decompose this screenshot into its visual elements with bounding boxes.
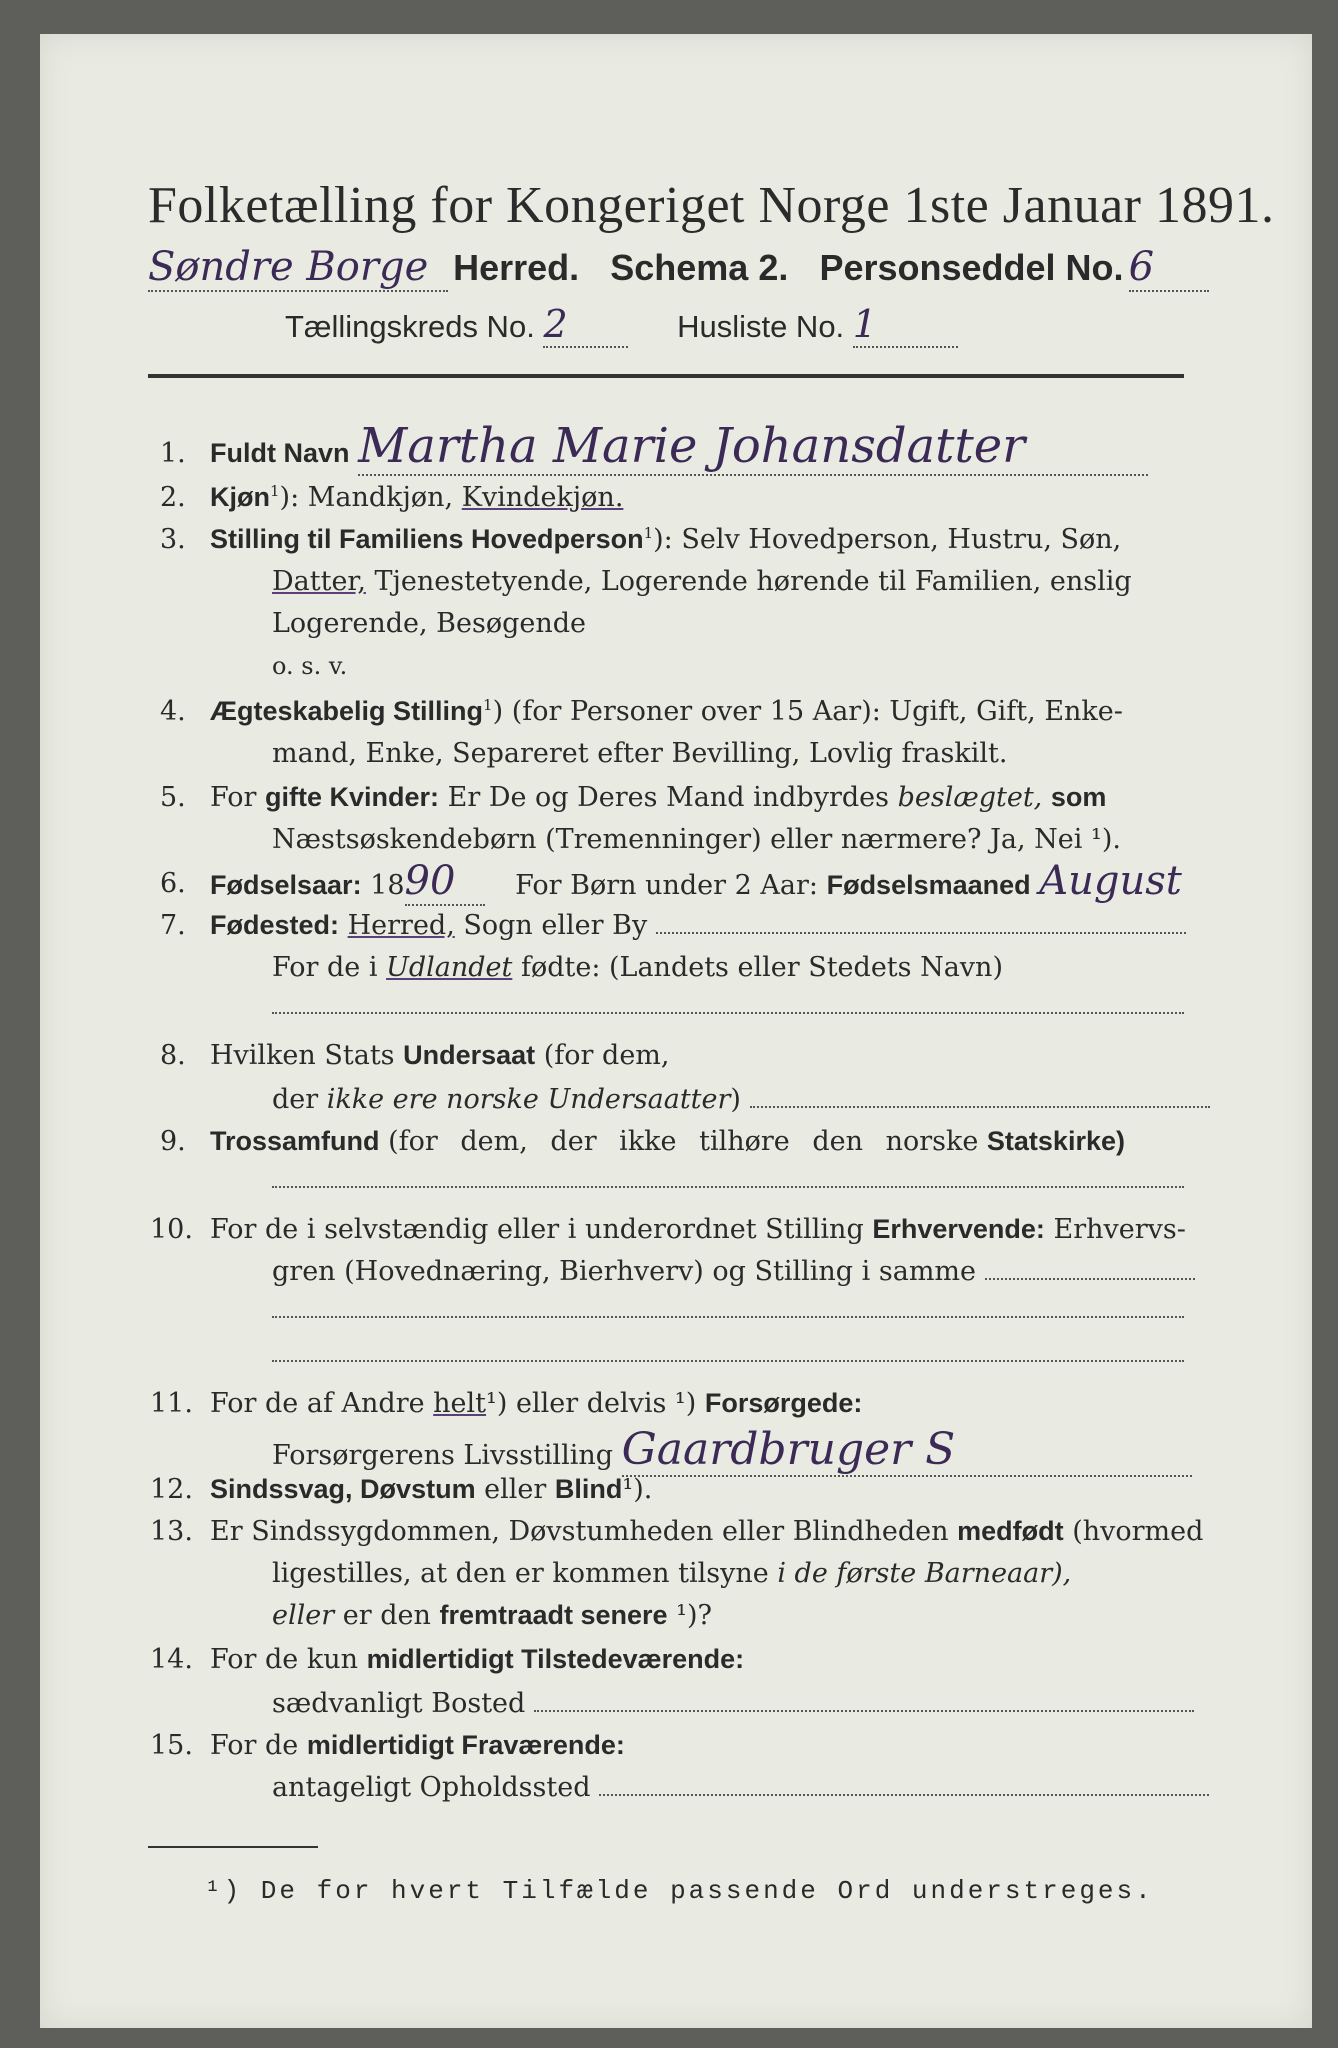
item-12 [210, 1474, 652, 1505]
item-number: 1. [160, 438, 186, 469]
item-text: der [272, 1084, 319, 1115]
answer-line [656, 932, 1186, 934]
herred-name-handwritten: Søndre Borge [148, 244, 448, 292]
item-number: 2. [160, 482, 186, 513]
item-8-line2 [272, 1084, 1210, 1115]
item-label: Fødselsmaaned [826, 870, 1031, 900]
item-text: o. s. v. [272, 652, 348, 680]
item-label: midlertidigt Fraværende: [306, 1730, 625, 1760]
answer-line [272, 1186, 1184, 1188]
herred-line [148, 244, 1209, 292]
item-15-line1 [210, 1730, 625, 1761]
item-text: eller [484, 1474, 547, 1505]
item-number: 11. [150, 1388, 193, 1419]
item-number: 12. [150, 1474, 193, 1505]
item-10-line1 [210, 1214, 1186, 1245]
footnote-mark: 1 [643, 524, 654, 542]
item-text: eller [272, 1600, 335, 1631]
husliste-label: Husliste No. [677, 309, 845, 344]
item-5-line1 [210, 782, 1106, 813]
item-text: i de første Barneaar), [777, 1558, 1072, 1589]
item-text: ) (for Personer over 15 Aar): Ugift, Gift, Enke- [492, 696, 1123, 727]
item-number: 14. [150, 1644, 193, 1675]
item-text: Tjenestetyende, Logerende hørende til Familien, enslig [374, 566, 1132, 597]
schema-label: Schema 2. [610, 247, 789, 288]
husliste-number: 1 [853, 302, 958, 348]
item-label: Ægteskabelig Stilling [210, 696, 484, 726]
item-1 [210, 418, 1148, 476]
item-text: For Børn under 2 Aar: [515, 870, 818, 901]
item-15-line2 [272, 1772, 1209, 1803]
item-label: Blind [554, 1474, 623, 1504]
item-text: ¹). [622, 1474, 653, 1505]
header-rule [148, 374, 1184, 378]
item-number: 4. [160, 696, 186, 727]
birth-year-handwritten: 90 [405, 858, 485, 906]
item-text: For de i selvstændig eller i underordnet Stilling [210, 1214, 864, 1245]
item-text: ) [730, 1084, 741, 1115]
footnote-mark: 1 [270, 482, 280, 500]
item-label: Forsørgede: [704, 1388, 863, 1418]
personseddel-number: 6 [1129, 244, 1209, 292]
item-text: Er Sindssygdommen, Døvstumheden eller Blindheden [210, 1516, 949, 1547]
item-11-line2 [272, 1424, 1192, 1477]
footnote-mark: 1 [483, 696, 493, 714]
answer-line [534, 1710, 1194, 1712]
kreds-number: 2 [543, 302, 628, 348]
item-label: Kjøn [210, 482, 270, 512]
kreds-line [285, 302, 958, 348]
item-number: 8. [160, 1040, 186, 1071]
item-text: sædvanligt Bosted [272, 1688, 526, 1719]
item-number: 3. [160, 524, 186, 555]
answer-line [750, 1106, 1210, 1108]
item-13-line2 [272, 1558, 1071, 1589]
item-text: Hvilken Stats [210, 1040, 395, 1071]
item-label: medfødt [957, 1516, 1064, 1546]
item-label: Fødested: [210, 910, 340, 940]
item-number: 15. [150, 1730, 193, 1761]
item-label: gifte Kvinder: [265, 782, 440, 812]
item-label: Undersaat [403, 1040, 536, 1070]
item-text: beslægtet, [897, 782, 1043, 813]
item-14-line1 [210, 1644, 744, 1675]
item-3-line2 [272, 566, 1132, 597]
personseddel-label: Personseddel No. [819, 247, 1124, 288]
answer-line [272, 1316, 1184, 1318]
item-number: 5. [160, 782, 186, 813]
helt-underlined: helt [433, 1388, 487, 1419]
herred-label: Herred. [453, 247, 580, 288]
item-7-line1 [210, 910, 1186, 941]
item-label: Erhvervende: [872, 1214, 1045, 1244]
item-6 [210, 858, 1182, 906]
item-text: Logerende, Besøgende [272, 608, 586, 639]
item-4-line1 [210, 696, 1123, 727]
item-text: antageligt Opholdssted [272, 1772, 591, 1803]
item-text: fødte: (Landets eller Stedets Navn) [520, 952, 1003, 983]
item-2 [210, 482, 623, 513]
item-text: ikke ere norske Undersaatter [326, 1084, 731, 1115]
item-text: (hvormed [1072, 1516, 1204, 1547]
kreds-label: Tællingskreds No. [285, 309, 535, 344]
item-text: For de [210, 1730, 299, 1761]
answer-line [272, 1012, 1184, 1014]
item-number: 13. [150, 1516, 193, 1547]
item-label: Fødselsaar: [210, 870, 362, 900]
item-8-line1 [210, 1040, 669, 1071]
item-label: Trossamfund [210, 1126, 380, 1156]
item-number: 10. [150, 1214, 193, 1245]
item-text: Erhvervs- [1053, 1214, 1186, 1245]
item-label: Sindssvag, Døvstum [210, 1474, 476, 1504]
item-text: (for dem, der ikke tilhøre den norske [388, 1126, 979, 1157]
footnote: ¹) De for hvert Tilfælde passende Ord understreges. [205, 1876, 1154, 1906]
full-name-handwritten: Martha Marie Johansdatter [358, 418, 1148, 476]
item-10-line2 [272, 1256, 1195, 1287]
footnote-rule [148, 1846, 318, 1848]
item-text: Er De og Deres Mand indbyrdes [447, 782, 889, 813]
item-text: ligestilles, at den er kommen tilsyne [272, 1558, 769, 1589]
item-text: Sogn eller By [463, 910, 648, 941]
item-13-line3 [272, 1600, 712, 1631]
item-text: som [1050, 782, 1107, 812]
answer-line [985, 1278, 1195, 1280]
item-text: ¹) eller delvis ¹) [486, 1388, 697, 1419]
item-label: Stilling til Familiens Hovedperson [210, 524, 644, 554]
item-text: 18 [370, 870, 405, 901]
datter-underlined: Datter, [272, 566, 366, 597]
item-text: ): Selv Hovedperson, Hustru, Søn, [653, 524, 1122, 555]
item-text: ¹)? [676, 1600, 712, 1631]
item-number: 9. [160, 1126, 186, 1157]
kvindekjon-underlined: Kvindekjøn. [461, 482, 624, 513]
item-9 [210, 1126, 1125, 1157]
item-label: midlertidigt Tilstedeværende: [366, 1644, 745, 1674]
item-text: For de i [272, 952, 378, 983]
item-label: Fuldt Navn [210, 438, 350, 468]
item-7-line2 [272, 952, 1003, 983]
item-text: ): Mandkjøn, [279, 482, 454, 513]
item-text: mand, Enke, Separeret efter Bevilling, Lovlig fraskilt. [272, 738, 1008, 769]
answer-line [599, 1794, 1209, 1796]
provider-occupation-handwritten: Gaardbruger S [622, 1424, 1192, 1477]
item-number: 7. [160, 910, 186, 941]
item-number: 6. [160, 868, 186, 899]
item-14-line2 [272, 1688, 1194, 1719]
herred-underlined: Herred, [347, 910, 455, 941]
item-11-line1 [210, 1388, 862, 1419]
item-text: For de kun [210, 1644, 358, 1675]
item-3-line1 [210, 524, 1121, 555]
item-text: Forsørgerens Livsstilling [272, 1440, 614, 1471]
birth-month-handwritten: August [1039, 858, 1182, 904]
item-text: Næstsøskendebørn (Tremenninger) eller nærmere? Ja, Nei ¹). [272, 824, 1121, 855]
item-label: fremtraadt senere [439, 1600, 668, 1630]
item-text: gren (Hovednæring, Bierhverv) og Stilling i samme [272, 1256, 977, 1287]
item-text: For de af Andre [210, 1388, 425, 1419]
item-text: Udlandet [386, 952, 513, 983]
item-13-line1 [210, 1516, 1203, 1547]
item-text: For [210, 782, 257, 813]
item-text: er den [342, 1600, 431, 1631]
item-text: (for dem, [543, 1040, 670, 1071]
form-title: Folketælling for Kongeriget Norge 1ste Januar 1891. [148, 177, 1275, 234]
item-label: Statskirke) [986, 1126, 1125, 1156]
answer-line [272, 1360, 1184, 1362]
